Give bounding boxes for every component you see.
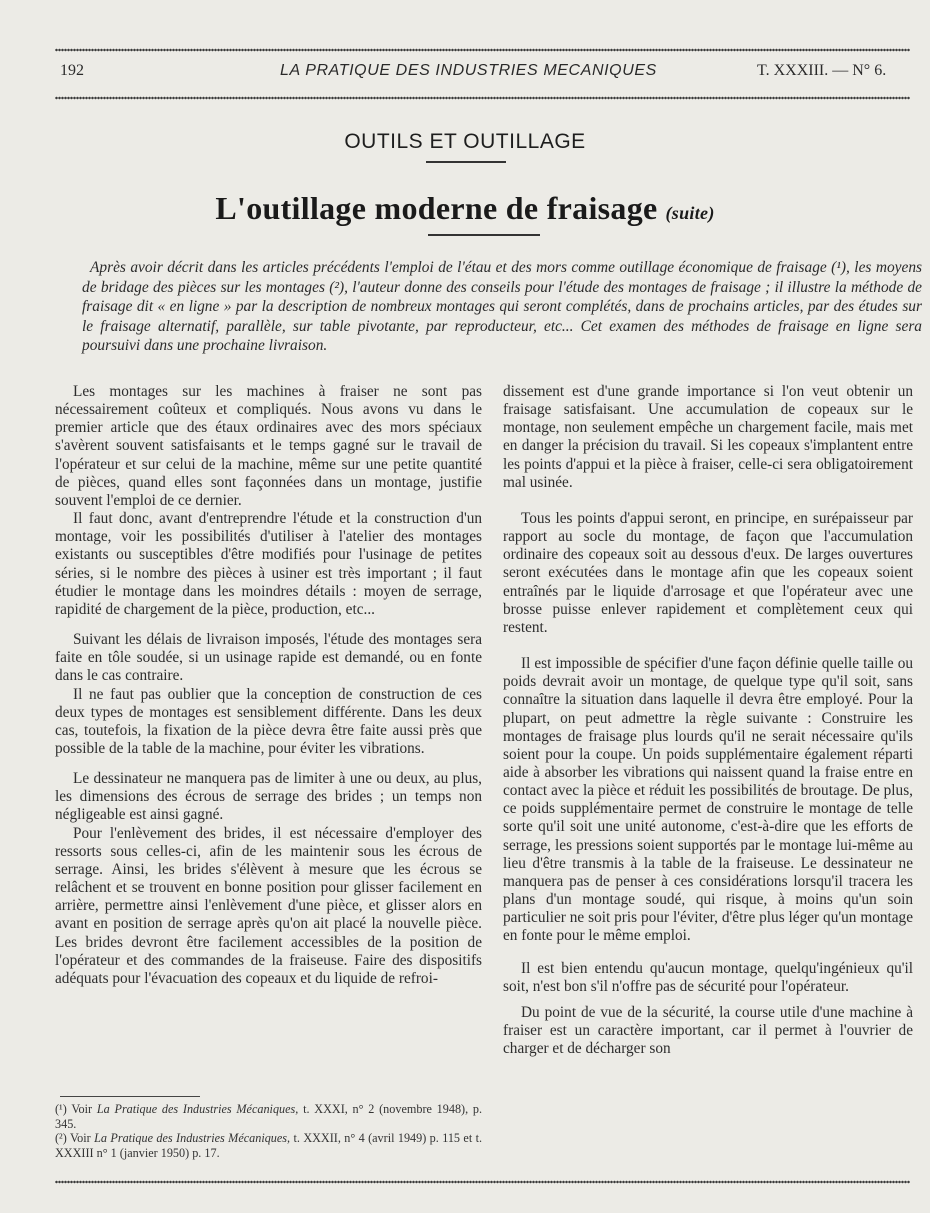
paragraph: Il faut donc, avant d'entreprendre l'étude et la construction d'un montage, voir les possibilités d'utiliser à l'atelier des montages existants ou susceptibles d'être modifiés pour l'usinage de petites séries, si le nombre des pièces à usiner est très important ; il faut étudier le montage dans les moindres détails : moyen de serrage, rapidité de chargement de la pièce, production, etc... xyxy=(55,510,482,618)
footnotes xyxy=(55,1102,482,1160)
footnote-mark: (²) xyxy=(55,1131,67,1145)
paragraph: Les montages sur les machines à fraiser ne sont pas nécessairement coûteux et compliqués. Nous avons vu dans le premier article que des étaux ordinaires avec des mors spéciaux s'avèrent souvent satisfaisants et le temps gagné sur le travail de l'opérateur et sur celui de la machine, même sur une petite quantité de pièces, quand elles sont façonnées dans un montage, justifie souvent l'emploi de ce dernier. xyxy=(55,383,482,509)
header-dotted-rule xyxy=(55,96,910,100)
left-column xyxy=(55,383,482,988)
page-number: 192 xyxy=(60,62,84,79)
paragraph: Il ne faut pas oublier que la conception de construction de ces deux types de montages est sensiblement différente. Dans les deux cas, toutefois, la fixation de la pièce devra être faite aussi près que possible de la table de la machine, pour éviter les vibrations. xyxy=(55,685,482,757)
footnote-journal: La Pratique des Industries Mécaniques, xyxy=(96,1102,299,1116)
top-dotted-rule xyxy=(55,48,910,52)
section-title: OUTILS ET OUTILLAGE xyxy=(344,130,586,153)
paragraph: Tous les points d'appui seront, en principe, en surépaisseur par rapport au socle du montage, de façon que l'accumulation ordinaire des copeaux soit au dessous d'eux. De larges ouvertures seront exécutées dans le montage afin que les copeaux soient entraînés par le liquide d'arrosage et que l'opérateur avec une brosse puisse enlever rapidement et complètement ceux qui restent. xyxy=(503,509,913,636)
paragraph: Du point de vue de la sécurité, la course utile d'une machine à fraiser est un caractère important, car il permet à l'ouvrier de charger et de décharger son xyxy=(503,1003,913,1058)
article-title-text: L'outillage moderne de fraisage xyxy=(215,190,658,226)
article-title xyxy=(0,190,930,227)
footnote-prefix: Voir xyxy=(71,1102,93,1116)
footnote xyxy=(55,1131,482,1160)
right-column xyxy=(503,383,913,1070)
footnote-prefix: Voir xyxy=(69,1131,91,1145)
volume-issue: T. XXXIII. — N° 6. xyxy=(757,62,887,79)
footnote-ref: t. XXXI, n° 2 (novembre 1948), p. 345. xyxy=(55,1102,483,1131)
article-title-suite: (suite) xyxy=(665,203,715,223)
paragraph: Il est impossible de spécifier d'une façon définie quelle taille ou poids devrait avoir un montage, de quelque type qu'il soit, sans connaître la situation dans laquelle il devra être employé. Pour la plupart, on peut admettre la règle suivante : Construire les montages de fraisage plus lourds qu'il ne serait nécessaire qu'ils soient pour la coupe. Un poids supplémentaire également réparti aide à absorber les vibrations qui naissent quand la fraise entre en contact avec la pièce et réduit les possibilités de broutage. De plus, ce poids supplémentaire permet de construire le montage de telle sorte qu'il soit une unité autonome, c'est-à-dire que les efforts de serrage, les pressions soient supportés par le montage lui-même au lieu d'être transmis à la table de la fraiseuse. Le dessinateur ne manquera pas de penser à ces considérations lorsqu'il tracera les plans d'un montage soudé, qui risque, à moins qu'un soin particulier ne soit pris pour l'éviter, d'être plus léger qu'un montage en fonte pour le même emploi. xyxy=(503,655,913,945)
title-underline xyxy=(428,234,540,236)
footnote-ref: t. XXXII, n° 4 (avril 1949) p. 115 et t. XXXIII n° 1 (janvier 1950) p. 17. xyxy=(55,1131,483,1160)
article-intro: Après avoir décrit dans les articles précédents l'emploi de l'étau et des mors comme outillage économique de fraisage (¹), les moyens de bridage des pièces sur les montages (²), l'auteur donne des conseils pour l'étude des montages de fraisage ; il illustre la méthode de fraisage dit « en ligne » par la description de nombreux montages qui seront complétés, dans de prochains articles, par des études sur le fraisage alternatif, parallèle, sur table pivotante, par reproducteur, etc... Cet examen des méthodes de fraisage en ligne sera poursuivi dans une prochaine livraison. xyxy=(82,259,922,354)
journal-title: LA PRATIQUE DES INDUSTRIES MECANIQUES xyxy=(280,62,657,79)
bottom-dotted-rule xyxy=(55,1180,910,1184)
footnote-journal: La Pratique des Industries Mécaniques, xyxy=(94,1131,291,1145)
paragraph: Le dessinateur ne manquera pas de limiter à une ou deux, au plus, les dimensions des écrous de serrage des brides ; un temps non négligeable est ainsi gagné. xyxy=(55,770,482,824)
paragraph: Il est bien entendu qu'aucun montage, quelqu'ingénieux qu'il soit, n'est bon s'il n'offre pas de sécurité pour l'opérateur. xyxy=(503,959,913,995)
paragraph: Suivant les délais de livraison imposés, l'étude des montages sera faite en tôle soudée, si un usinage rapide est demandé, ou en fonte dans le cas contraire. xyxy=(55,631,482,685)
footnote xyxy=(55,1102,482,1131)
paragraph: dissement est d'une grande importance si l'on veut obtenir un fraisage satisfaisant. Une accumulation de copeaux sur le montage, non seulement empêche un chargement facile, mais met en danger la précision du travail. Si les copeaux s'implantent entre les points d'appui et la pièce à fraiser, celle-ci sera obligatoirement mal usinée. xyxy=(503,383,913,491)
paragraph: Pour l'enlèvement des brides, il est nécessaire d'employer des ressorts sous celles-ci, afin de les maintenir sous les écrous de serrage. Ainsi, les brides s'élèvent à mesure que les écrous se relâchent et se trouvent en bonne position pour glisser facilement en arrière, permettre ainsi l'enlèvement d'une pièce, et glisser alors en avant en position de serrage après qu'on ait placé la nouvelle pièce. Les brides devront être facilement accessibles de la position de l'opérateur et des commandes de la fraiseuse. Faire des dispositifs adéquats pour l'évacuation des copeaux et du liquide de refroi- xyxy=(55,824,482,987)
footnote-mark: (¹) xyxy=(55,1102,67,1116)
section-underline xyxy=(426,161,506,163)
footnote-rule xyxy=(60,1096,200,1097)
running-header xyxy=(60,60,910,84)
